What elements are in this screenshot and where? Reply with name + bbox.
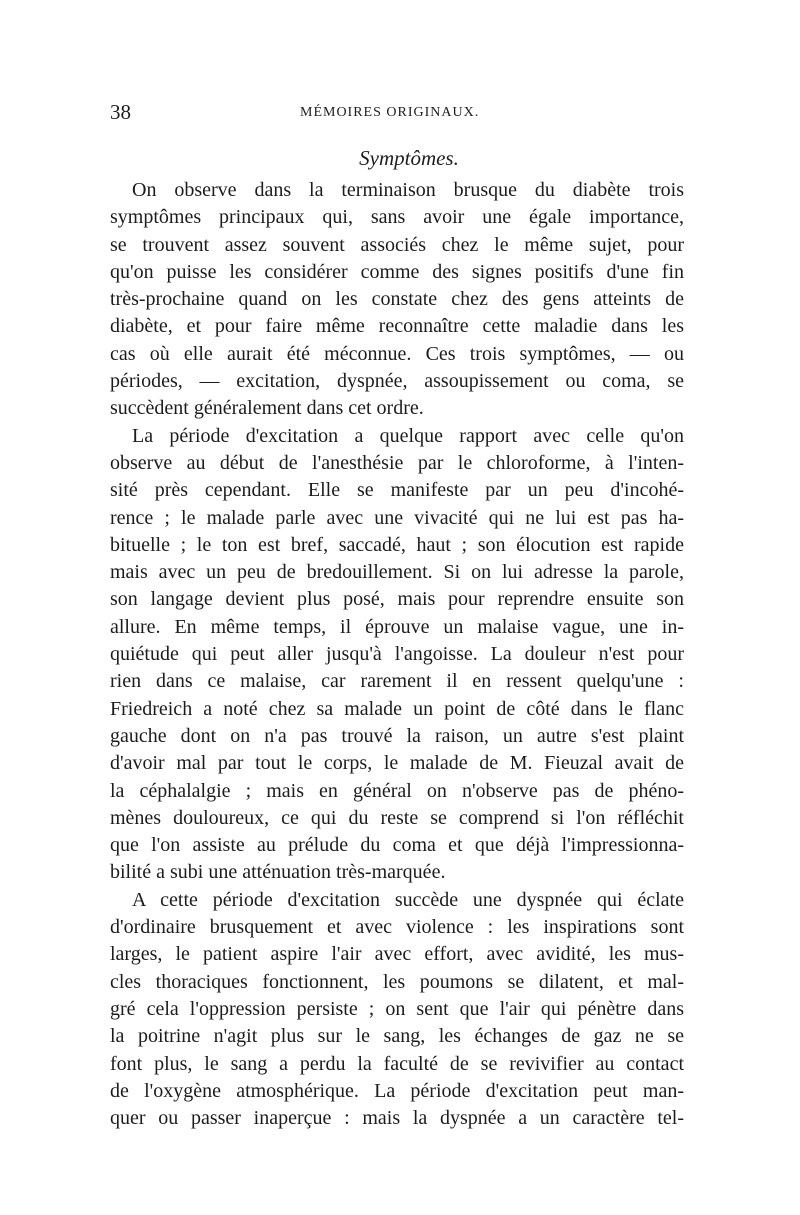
text-line: son langage devient plus posé, mais pour reprendre ensuite son bbox=[110, 588, 684, 611]
page-number: 38 bbox=[110, 100, 131, 124]
text-line: observe au début de l'anesthésie par le chloroforme, à l'inten- bbox=[110, 451, 684, 474]
section-title: Symptômes. bbox=[359, 146, 459, 170]
text-line: de l'oxygène atmosphérique. La période d'excitation peut man- bbox=[110, 1079, 684, 1102]
text-line: rence ; le malade parle avec une vivacité qui ne lui est pas ha- bbox=[110, 506, 684, 529]
page-header bbox=[110, 97, 685, 127]
text-line: d'ordinaire brusquement et avec violence : les inspirations sont bbox=[110, 916, 684, 939]
text-line: rien dans ce malaise, car rarement il en ressent quelqu'une : bbox=[110, 670, 684, 693]
text-line: d'avoir mal par tout le corps, le malade de M. Fieuzal avait de bbox=[110, 752, 684, 775]
text-line: périodes, — excitation, dyspnée, assoupissement ou coma, se bbox=[110, 370, 684, 393]
text-line: La période d'excitation a quelque rapport avec celle qu'on bbox=[132, 424, 684, 447]
text-line: la céphalalgie ; mais en général on n'observe pas de phéno- bbox=[110, 779, 684, 802]
text-line: quiétude qui peut aller jusqu'à l'angoisse. La douleur n'est pour bbox=[110, 643, 684, 666]
text-line: qu'on puisse les considérer comme des signes positifs d'une fin bbox=[110, 260, 684, 283]
text-line: allure. En même temps, il éprouve un malaise vague, une in- bbox=[110, 615, 684, 638]
text-line: font plus, le sang a perdu la faculté de se revivifier au contact bbox=[110, 1052, 684, 1075]
text-line: A cette période d'excitation succède une dyspnée qui éclate bbox=[132, 888, 684, 911]
text-line: bilité a subi une atténuation très-marquée. bbox=[110, 861, 446, 884]
text-line: la poitrine n'agit plus sur le sang, les échanges de gaz ne se bbox=[110, 1025, 684, 1048]
text-line: mènes douloureux, ce qui du reste se comprend si l'on réfléchit bbox=[110, 806, 684, 829]
text-line: que l'on assiste au prélude du coma et que déjà l'impressionna- bbox=[110, 834, 684, 857]
text-line: mais avec un peu de bredouillement. Si on lui adresse la parole, bbox=[110, 561, 684, 584]
text-line: très-prochaine quand on les constate chez des gens atteints de bbox=[110, 288, 684, 311]
text-line: sité près cependant. Elle se manifeste par un peu d'incohé- bbox=[110, 479, 684, 502]
text-line: Friedreich a noté chez sa malade un point de côté dans le flanc bbox=[110, 697, 684, 720]
text-line: On observe dans la terminaison brusque du diabète trois bbox=[132, 179, 684, 201]
text-line: gré cela l'oppression persiste ; on sent que l'air qui pénètre dans bbox=[110, 997, 684, 1020]
text-line: cas où elle aurait été méconnue. Ces trois symptômes, — ou bbox=[110, 342, 684, 365]
text-line: se trouvent assez souvent associés chez le même sujet, pour bbox=[110, 233, 684, 256]
body-text bbox=[110, 177, 684, 1132]
text-line: gauche dont on n'a pas trouvé la raison, un autre s'est plaint bbox=[110, 724, 684, 747]
text-line: quer ou passer inaperçue : mais la dyspnée a un caractère tel- bbox=[110, 1107, 684, 1130]
running-head: MÉMOIRES ORIGINAUX. bbox=[300, 105, 480, 120]
text-line: succèdent généralement dans cet ordre. bbox=[110, 397, 424, 420]
text-line: diabète, et pour faire même reconnaître cette maladie dans les bbox=[110, 315, 684, 338]
text-line: cles thoraciques fonctionnent, les poumons se dilatent, et mal- bbox=[110, 970, 684, 993]
text-line: symptômes principaux qui, sans avoir une égale importance, bbox=[110, 206, 684, 229]
text-line: bituelle ; le ton est bref, saccadé, haut ; son élocution est rapide bbox=[110, 533, 684, 556]
text-line: larges, le patient aspire l'air avec effort, avec avidité, les mus- bbox=[110, 943, 684, 966]
